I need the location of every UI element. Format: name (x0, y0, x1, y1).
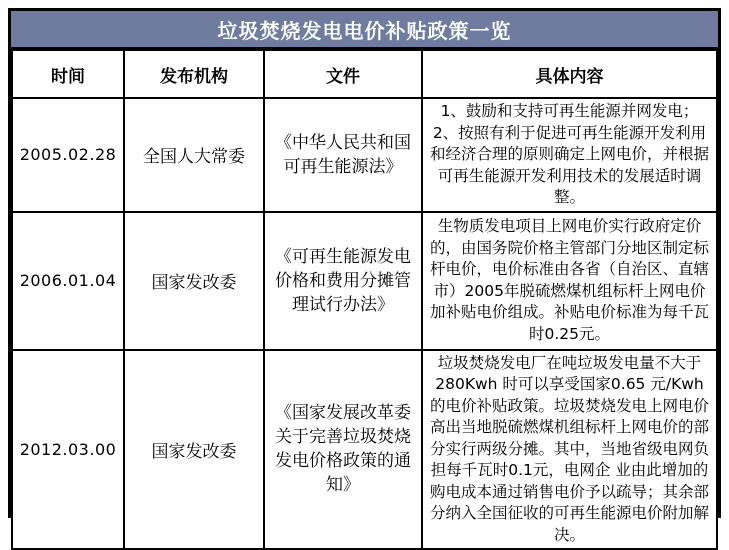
policy-table-container (8, 8, 721, 544)
table-row (12, 212, 717, 350)
header-document: 文件 (264, 50, 422, 98)
table-title-bar (11, 11, 718, 49)
row1-time: 2005.02.28 (12, 98, 124, 212)
header-time: 时间 (12, 50, 124, 98)
row3-time: 2012.03.00 (12, 350, 124, 550)
header-row (12, 50, 717, 98)
row3-agency: 国家发改委 (124, 350, 264, 550)
row3-document: 《国家发展改革委关于完善垃圾焚烧发电价格政策的通知》 (264, 350, 422, 550)
row2-agency: 国家发改委 (124, 212, 264, 350)
policy-table (11, 49, 718, 550)
row1-agency: 全国人大常委 (124, 98, 264, 212)
row1-content: 1、鼓励和支持可再生能源并网发电；2、按照有利于促进可再生能源开发利用和经济合理的原则确定上网电价，并根据可再生能源开发利用技术的发展适时调整。 (422, 98, 717, 212)
row3-content: 垃圾焚烧发电厂在吨垃圾发电量不大于280Kwh 时可以享受国家0.65 元/Kwh 的电价补贴政策。垃圾焚烧发电上网电价高出当地脱硫燃煤机组标杆上网电价的部分实行两级分摊。其中，当地省级电网负担每千瓦时0.1元，电网企 业由此增加的购电成本通过销售电价予以疏导；其余部分纳入全国征收的可再生能源电价附加解决。 (422, 350, 717, 550)
table-title: 垃圾焚烧发电电价补贴政策一览 (217, 18, 512, 43)
row2-content: 生物质发电项目上网电价实行政府定价的，由国务院价格主管部门分地区制定标杆电价，电价标准由各省（自治区、直辖市）2005年脱硫燃煤机组标杆上网电价加补贴电价组成。补贴电价标准为每千瓦时0.25元。 (422, 212, 717, 350)
table-row (12, 98, 717, 212)
row1-document: 《中华人民共和国可再生能源法》 (264, 98, 422, 212)
header-agency: 发布机构 (124, 50, 264, 98)
table-row (12, 350, 717, 550)
row2-document: 《可再生能源发电价格和费用分摊管理试行办法》 (264, 212, 422, 350)
row2-time: 2006.01.04 (12, 212, 124, 350)
header-content: 具体内容 (422, 50, 717, 98)
